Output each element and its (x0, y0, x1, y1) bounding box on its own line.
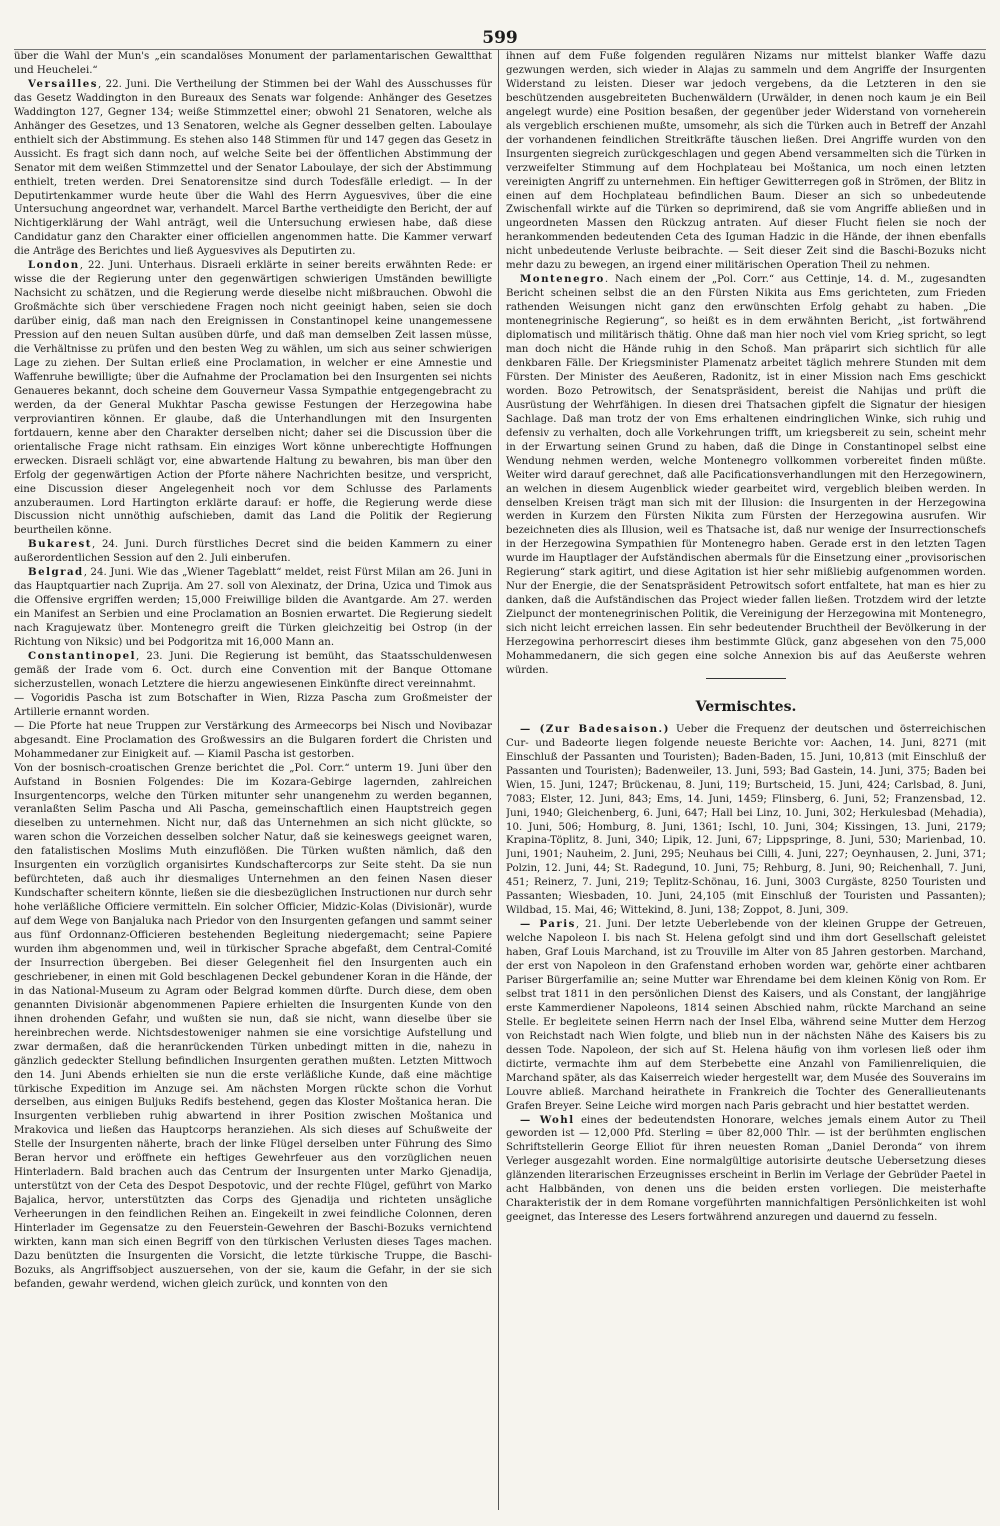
left-column (14, 50, 492, 1510)
news-paragraph (14, 692, 492, 720)
article-text: ihnen auf dem Fuße folgenden regulären Nizams nur mittelst blanker Waffe dazu gezwungen werden, sich wieder in Alajas zu sammeln und dem Angriffe der Insurgenten Widerstand zu leisten. Dieser war jedoch vergebens, da die Letzteren in den sie beschützenden ausgebreiteten Buchenwäldern (Urwälder, in denen noch kaum je ein Beil angelegt wurde) eine Position besaßen, der gegenüber jeder Widerstand von vorneherein als vergeblich erschienen mußte, umsomehr, als sich die Türken auch in Betreff der Anzahl der vorhandenen feindlichen Streitkräfte täuschen ließen. Drei Angriffe wurden von den Insurgenten siegreich zurückgeschlagen und gegen Abend versammelten sich die Türken in verzweifelter Stimmung auf dem Hochplateau bei Moštanica, um noch einen letzten vereinigten Angriff zu unternehmen. Ein heftiger Gewitterregen goß in Strömen, der Blitz in einen auf dem Hochplateau befindlichen Baum. Dieser an sich so unbedeutende Zwischenfall wirkte auf die Türken so deprimirend, daß sie vom Angriffe abließen und in ungeordneten Massen den Rückzug antraten. Auf dieser Flucht fielen sie noch der herankommenden bedeutenden Ceta des Iguman Hadzic in die Hände, der ihnen ebenfalls nicht unbedeutende Verluste beibrachte. — Seit dieser Zeit sind die Baschi-Bozuks nicht mehr dazu zu bewegen, an irgend einer militärischen Operation Theil zu nehmen. (506, 51, 986, 272)
miscellany-paragraph (506, 1114, 986, 1226)
page-number: 599 (482, 28, 518, 48)
miscellany-paragraph (506, 723, 986, 918)
dateline-place: Montenegro (520, 273, 605, 286)
article-text: — Vogoridis Pascha ist zum Botschafter in Wien, Rizza Pascha zum Großmeister der Artillerie ernannt worden. (14, 692, 492, 718)
article-text: , 22. Juni. Unterhaus. Disraeli erklärte in seiner bereits erwähnten Rede: er wisse die der Regierung unter den gegenwärtigen schwierigen Umständen bewilligte Nachsicht zu schätzen, und die Regierung werde dieselbe nicht mißbrauchen. Obwohl die Großmächte sich über verschiedene Fragen noch nicht geeinigt haben, seien sie doch darüber einig, daß man nach den Ereignissen in Constantinopel keine unangemessene Pression auf den neuen Sultan ausüben dürfe, und daß man demselben Zeit lassen müsse, die Verhältnisse zu prüfen und den besten Weg zu wählen, um sich aus seiner schwierigen Lage zu ziehen. Der Sultan erließ eine Proclamation, in welcher er eine Amnestie und Waffenruhe bewilligte; über die Aufnahme der Proclamation bei den Insurgenten sei nichts Genaueres bekannt, doch scheine dem Gouverneur Vassa Sympathie entgegengebracht zu werden, da der General Mukhtar Pascha gewisse Festungen der Herzegowina habe verproviantiren können. Er glaube, daß die Unterhandlungen mit den Insurgenten fortdauern, kenne aber den Charakter derselben nicht; daher sei die Discussion über die orientalische Frage nicht rathsam. Ein einziges Wort könne unberechtigte Hoffnungen erwecken. Disraeli schlägt vor, eine abwartende Haltung zu bewahren, bis man über den Erfolg der gegenwärtigen Action der Pforte nähere Nachrichten besitze, und verspricht, eine Discussion dieser Angelegenheit noch vor dem Schlusse des Parlaments anzuberaumen. Lord Hartington erklärte darauf: er hoffe, die Regierung werde diese Discussion nicht unnöthig aufschieben, damit das Land die Politik der Regierung beurtheilen könne. (14, 260, 492, 537)
article-text: , 22. Juni. Die Vertheilung der Stimmen bei der Wahl des Ausschusses für das Gesetz Waddington in den Bureaux des Senats war folgende: Anhänger des Gesetzes Waddington 127, Gegner 134; weiße Stimmzettel einer; obwohl 21 Senatoren, welche als Anhänger des Gesetzes, und 13 Senatoren, welche als Gegner desselben gelten. Laboulaye enthielt sich der Abstimmung. Es stehen also 148 Stimmen für und 147 gegen das Gesetz in Aussicht. Es fragt sich dann noch, auf welche Seite bei der öffentlichen Abstimmung der Senator mit dem weißen Stimmzettel und der Senator Laboulaye, der sich der Abstimmung enthielt, treten werden. Drei Senatorensitze sind durch Todesfälle erledigt. — In der Deputirtenkammer wurde heute über die Wahl des Herrn Ayguesvives, über die eine Untersuchung angeordnet war, verhandelt. Marcel Barthe vertheidigte den Bericht, der auf Nichtigerklärung der Wahl anträgt, weil die Untersuchung erwiesen habe, daß diese Candidatur ganz den Charakter einer officiellen angenommen hatte. Die Kammer verwarf die Anträge des Berichtes und ließ Ayguesvives als Deputirten zu. (14, 78, 492, 258)
news-paragraph (506, 273, 986, 678)
column-divider (498, 50, 499, 1510)
article-text: , 24. Juni. Wie das „Wiener Tageblatt“ meldet, reist Fürst Milan am 26. Juni in das Hauptquartier nach Zuprija. Am 27. soll von Alexinatz, der Drina, Uzica und Timok aus die Offensive ergriffen werden; 15,000 Freiwillige bilden die Avantgarde. Am 27. werden ein Manifest an Serbien und eine Proclamation an Bosnien erwartet. Die Regierung siedelt nach Kragujewatz über. Montenegro greift die Türken gleichzeitig bei Ostrop (in der Richtung von Niksic) und bei Podgoritza mit 16,000 Mann an. (14, 567, 492, 649)
news-paragraph (14, 50, 492, 78)
news-paragraph (14, 650, 492, 692)
right-column (506, 50, 986, 1510)
dateline-place: Bukarest (28, 538, 92, 551)
article-text: , 21. Juni. Der letzte Ueberlebende von der kleinen Gruppe der Getreuen, welche Napoleon I. bis nach St. Helena gefolgt sind und ihm dort Gesellschaft geleistet haben, Graf Louis Marchand, ist zu Trouville im Alter von 85 Jahren gestorben. Marchand, der erst von Napoleon in den Grafenstand erhoben worden war, gehörte einer achtbaren Pariser Bürgerfamilie an; seine Mutter war Ehrendame bei dem kleinen König von Rom. Er selbst trat 1811 in den persönlichen Dienst des Kaisers, und als Constant, der langjährige erste Kammerdiener Napoleons, 1814 seinen Abschied nahm, rückte Marchand an seine Stelle. Er begleitete seinen Herrn nach der Insel Elba, während seine Mutter dem Herzog von Reichstadt nach Wien folgte, und blieb nun in der nächsten Nähe des Kaisers bis zu dessen Tode. Napoleon, der sich auf St. Helena häufig von ihm vorlesen ließ oder ihm dictirte, vermachte ihm auf dem Sterbebette eine Anzahl von Familienreliquien, die Marchand später, als das Kaiserreich wieder hergestellt war, dem Musée des Souverains im Louvre abließ. Marchand heirathete in Frankreich die Tochter des Generallieutenants Grafen Breyer. Seine Leiche wird morgen nach Paris gebracht und hier bestattet werden. (506, 919, 986, 1112)
news-paragraph (14, 259, 492, 538)
news-paragraph (14, 762, 492, 1292)
section-separator (706, 678, 786, 679)
news-paragraph (14, 720, 492, 762)
article-text: Ueber die Frequenz der deutschen und österreichischen Cur- und Badeorte liegen folgende neueste Berichte vor: Aachen, 14. Juni, 8271 (mit Einschluß der Passanten und Touristen); Baden-Baden, 15. Juni, 10,813 (mit Einschluß der Passanten und Touristen); Badenweiler, 13. Juni, 593; Bad Gastein, 14. Juni, 375; Baden bei Wien, 15. Juni, 1247; Brückenau, 8. Juni, 119; Burtscheid, 15. Juni, 424; Carlsbad, 8. Juni, 7083; Elster, 12. Juni, 843; Ems, 14. Juni, 1459; Flinsberg, 6. Juni, 52; Franzensbad, 12. Juni, 1940; Gleichenberg, 6. Juni, 647; Hall bei Linz, 10. Juni, 302; Herkulesbad (Mehadia), 10. Juni, 506; Homburg, 8. Juni, 1361; Ischl, 10. Juni, 304; Kissingen, 13. Juni, 2179; Krapina-Töplitz, 8. Juni, 340; Lipik, 12. Juni, 67; Lippspringe, 8. Juni, 530; Marienbad, 10. Juni, 1901; Nauheim, 2. Juni, 295; Neuhaus bei Cilli, 4. Juni, 227; Oeynhausen, 2. Juni, 371; Polzin, 12. Juni, 44; St. Radegund, 10. Juni, 75; Rehburg, 8. Juni, 90; Reichenhall, 7. Juni, 451; Reinerz, 7. Juni, 219; Teplitz-Schönau, 16. Juni, 3003 Curgäste, 8250 Touristen und Passanten; Wiesbaden, 10. Juni, 24,105 (mit Einschluß der Touristen und Passanten); Wildbad, 15. Mai, 46; Wittekind, 8. Juni, 138; Zoppot, 8. Juni, 309. (506, 723, 986, 917)
article-text: — Die Pforte hat neue Truppen zur Verstärkung des Armeecorps bei Nisch und Novibazar abgesandt. Eine Proclamation des Großwessirs an die Bulgaren fordert die Christen und Mohammedaner zur Einigkeit auf. — Kiamil Pascha ist gestorben. (14, 720, 492, 760)
news-paragraph (506, 50, 986, 273)
news-paragraph (14, 538, 492, 566)
dateline-place: — Wohl (520, 1113, 575, 1126)
dateline-place: Belgrad (28, 566, 84, 579)
article-text: . Nach einem der „Pol. Corr.“ aus Cettinje, 14. d. M., zugesandten Bericht scheinen selbst die an den Fürsten Nikita aus Ems gerichteten, zum Frieden rathenden Weisungen nicht ganz den erwünschten Erfolg gehabt zu haben. „Die montenegrinische Regierung“, so heißt es in dem erwähnten Bericht, „ist fortwährend diplomatisch und militärisch thätig. Ohne daß man hier noch viel vom Krieg spricht, so legt man doch nicht die Hände ruhig in den Schoß. Man präparirt sich sichtlich für alle denkbaren Fälle. Der Kriegsminister Plamenatz arbeitet täglich mehrere Stunden mit dem Fürsten. Der Minister des Aeußeren, Radonitz, ist in einer Mission nach Ems geschickt worden. Bozo Petrowitsch, der Senatspräsident, bereist die Nahijas und prüft die Ausrüstung der Wehrfähigen. In diesen drei Thatsachen gipfelt die Signatur der hiesigen Sachlage. Daß man trotz der von Ems erhaltenen eindringlichen Winke, sich ruhig und defensiv zu verhalten, doch alle Vorkehrungen trifft, um kriegsbereit zu sein, scheint mehr in der Erwartung seinen Grund zu haben, daß die Dinge in Constantinopel selbst eine Wendung nehmen werden, welche Montenegro vollkommen vorbereitet finden müßte. Weiter wird darauf gerechnet, daß alle Pacificationsverhandlungen mit den Herzegowinern, an welchen in diesem Augenblick wieder gearbeitet wird, vergeblich bleiben werden. In denselben Kreisen trägt man sich mit der Illusion: die Insurgenten in der Herzegowina werden in Kurzem den Fürsten Nikita zum Fürsten der Herzegowina ausrufen. Wir bezeichneten dies als Illusion, weil es Thatsache ist, daß nur wenige der Insurrectionschefs in der Herzegowina Sympathien für Montenegro haben. Gerade erst in den letzten Tagen wurde im Hauptlager der Aufständischen abermals für die Einsetzung einer „provisorischen Regierung“ stark agitirt, und diese Agitation ist hier sehr mißliebig aufgenommen worden. Nur der Energie, die der Senatspräsident Petrowitsch sofort entfaltete, hat man es hier zu danken, daß die Aufständischen das Project wieder fallen ließen. Trotzdem wird der letzte Zielpunct der montenegrinischen Politik, die Vereinigung der Herzegowina mit Montenegro, sich nicht leicht erreichen lassen. Ein sehr bedeutender Bruchtheil der Bevölkerung in der Herzegowina perhorrescirt dieses ihm bestimmte Glück, ganz abgesehen von den 75,000 Mohammedanern, die sich gegen eine solche Annexion bis auf das Aeußerste wehren würden. (506, 274, 986, 676)
dateline-place: Versailles (28, 77, 98, 90)
dateline-place: London (28, 259, 80, 272)
section-heading-vermischtes: Vermischtes. (695, 698, 797, 715)
article-text: eines der bedeutendsten Honorare, welches jemals einem Autor zu Theil geworden ist — 12,000 Pfd. Sterling = über 82,000 Thlr. — ist der berühmten englischen Schriftstellerin George Elliot für ihren neuesten Roman „Daniel Deronda“ von ihrem Verleger ausgezahlt worden. Eine normalgültige autorisirte deutsche Uebersetzung dieses glänzenden literarischen Erzeugnisses erscheint in Berlin im Verlage der Gebrüder Paetel in acht Halbbänden, von denen uns die beiden ersten vorliegen. Die meisterhafte Charakteristik der in dem Romane vorgeführten mannichfaltigen Persönlichkeiten ist wohl geeignet, das Interesse des Lesers fortwährend anzuregen und dauernd zu fesseln. (506, 1114, 986, 1224)
article-text: , 24. Juni. Durch fürstliches Decret sind die beiden Kammern zu einer außerordentlichen Session auf den 2. Juli einberufen. (14, 539, 492, 565)
article-text: über die Wahl der Mun's „ein scandalöses Monument der parlamentarischen Gewaltthat und Heuchelei.“ (14, 51, 492, 76)
news-paragraph (14, 566, 492, 650)
dateline-place: — (Zur Badesaison.) (520, 722, 670, 735)
article-text: Von der bosnisch-croatischen Grenze berichtet die „Pol. Corr.“ unterm 19. Juni über den Aufstand in Bosnien Folgendes: Die im Kozara-Gebirge lagernden, zahlreichen Insurgentencorps, welche den Türken mitunter sehr unangenehm zu werden begannen, veranlaßten Selim Pascha und Ali Pascha, gemeinschaftlich einen Hauptstreich gegen dieselben zu unternehmen. Nicht nur, daß das Unternehmen an sich nicht glückte, so waren schon die Vorzeichen desselben solcher Natur, daß sie keineswegs geeignet waren, den fatalistischen Moslims Muth einzuflößen. Die Türken wußten nämlich, daß den Insurgenten ein vorzüglich organisirtes Kundschaftercorps zur Seite steht. Da sie nun befürchteten, daß auch ihr diesmaliges Unternehmen an den feinen Nasen dieser Kundschafter scheitern könnte, ließen sie die diesbezüglichen Instructionen nur durch sehr hohe verläßliche Officiere vermitteln. Ein solcher Officier, Midzic-Kolas (Divisionär), wurde auf dem Wege von Banjaluka nach Priedor von den Insurgenten gefangen und sammt seiner aus fünf Ordonnanz-Officieren bestehenden Begleitung niedergemacht; seine Papiere wurden ihm abgenommen und, weil in türkischer Sprache abgefaßt, dem Central-Comité der Insurrection übergeben. Bei dieser Gelegenheit fiel den Insurgenten auch ein geschriebener, in einen mit Gold beschlagenen Deckel gebundener Koran in die Hände, der in das National-Museum zu Agram oder Belgrad kommen dürfte. Durch diese, dem oben genannten Divisionär abgenommenen Papiere erhielten die Insurgenten Kunde von den ihnen drohenden Gefahr, und wußten sie nun, daß sie nicht, wann dieselbe über sie hereinbrechen werde. Nichtsdestoweniger nahmen sie eine vorsichtige Aufstellung und zwar dermaßen, daß die heranrückenden Türken unbedingt mitten in die, nahezu in gänzlich gedeckter Stellung befindlichen Insurgenten gerathen mußten. Letzten Mittwoch den 14. Juni Abends erhielten sie nun die erste verläßliche Kunde, daß eine mächtige türkische Expedition im Anzuge sei. Am nächsten Morgen rückte schon die Vorhut derselben, aus einigen Buljuks Redifs bestehend, gegen das Kloster Moštanica heran. Die Insurgenten verblieben ruhig abwartend in ihrer Position zwischen Moštanica und Mrakovica und ließen das Hauptcorps heranziehen. Als sich dieses auf Schußweite der Stelle der Insurgenten näherte, brach der linke Flügel derselben unter Führung des Simo Beran hervor und eröffnete ein heftiges Gewehrfeuer aus den vorzüglichen neuen Hinterladern. Bald brachen auch das Centrum der Insurgenten unter Marko Gjenadija, unterstützt von der Ceta des Despot Despotovic, und der rechte Flügel, geführt von Marko Bajalica, hervor, unterstützten das Corps des Gjenadija und richteten unsägliche Verheerungen in den feindlichen Reihen an. Eingekeilt in zwei feindliche Colonnen, deren Hinterlader im Gegensatze zu den Feuerstein-Gewehren der Baschi-Bozuks vernichtend wirkten, kann man sich einen Begriff von den türkischen Verlusten dieses Tages machen. Dazu benützten die Insurgenten die Vorsicht, die letzte türkische Truppe, die Baschi-Bozuks, als Angriffsobject auszuersehen, von der sie, kaum die Gefahr, in der sie sich befanden, gewahr werdend, wichen gleich zurück, und konnten von den (14, 762, 492, 1290)
news-paragraph (14, 78, 492, 259)
miscellany-paragraph (506, 918, 986, 1113)
article-text: , 23. Juni. Die Regierung ist bemüht, das Staatsschuldenwesen gemäß der Irade vom 6. Oct. durch eine Convention mit der Banque Ottomane sicherzustellen, wonach Letztere die hierzu angewiesenen Einkünfte direct vereinnahmt. (14, 650, 492, 690)
dateline-place: Constantinopel (28, 649, 137, 662)
dateline-place: — Paris (520, 918, 576, 931)
